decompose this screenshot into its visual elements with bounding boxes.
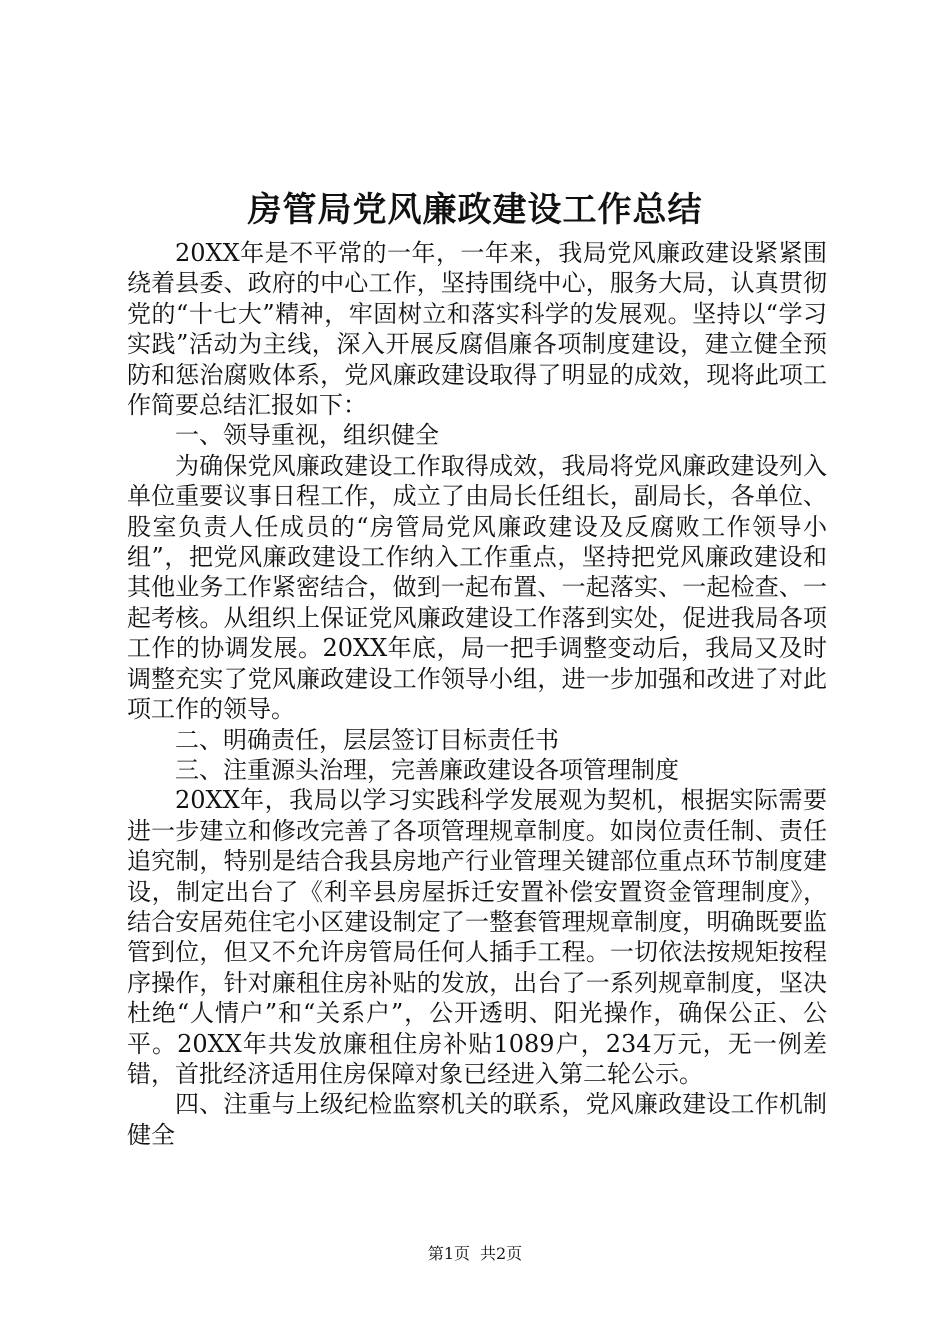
section-heading-4: 四、注重与上级纪检监察机关的联系，党风廉政建设工作机制健全 [127,1090,827,1149]
page-number: 第1页 [427,1244,470,1263]
intro-paragraph: 20XX年是不平常的一年，一年来，我局党风廉政建设紧紧围绕着县委、政府的中心工作，坚持围绕中心，服务大局，认真贯彻党的“十七大”精神，牢固树立和落实科学的发展观。坚持以“学习实践”活动为主线，深入开展反腐倡廉各项制度建设，建立健全预防和惩治腐败体系，党风廉政建设取得了明显的成效，现将此项工作简要总结汇报如下： [127,239,827,420]
page-footer [0,1243,950,1265]
section-1-paragraph: 为确保党风廉政建设工作取得成效，我局将党风廉政建设列入单位重要议事日程工作，成立了由局长任组长，副局长，各单位、股室负责人任成员的“房管局党风廉政建设及反腐败工作领导小组”，把党风廉政建设工作纳入工作重点，坚持把党风廉政建设和其他业务工作紧密结合，做到一起布置、一起落实、一起检查、一起考核。从组织上保证党风廉政建设工作落到实处，促进我局各项工作的协调发展。20XX年底，局一把手调整变动后，我局又及时调整充实了党风廉政建设工作领导小组，进一步加强和改进了对此项工作的领导。 [127,451,827,724]
section-heading-1: 一、领导重视，组织健全 [175,421,439,450]
document-body [127,238,827,1150]
page-total: 共2页 [480,1244,523,1263]
document-title: 房管局党风廉政建设工作总结 [247,190,703,230]
section-3-paragraph: 20XX年，我局以学习实践科学发展观为契机，根据实际需要进一步建立和修改完善了各项管理规章制度。如岗位责任制、责任追究制，特别是结合我县房地产行业管理关键部位重点环节制度建设，制定出台了《利辛县房屋拆迁安置补偿安置资金管理制度》，结合安居苑住宅小区建设制定了一整套管理规章制度，明确既要监管到位，但又不允许房管局任何人插手工程。一切依法按规矩按程序操作，针对廉租住房补贴的发放，出台了一系列规章制度，坚决杜绝“人情户”和“关系户”，公开透明、阳光操作，确保公正、公平。20XX年共发放廉租住房补贴1089户，234万元，无一例差错，首批经济适用住房保障对象已经进入第二轮公示。 [127,786,827,1088]
section-heading-2: 二、明确责任，层层签订目标责任书 [175,725,559,754]
section-heading-3: 三、注重源头治理，完善廉政建设各项管理制度 [175,755,679,784]
